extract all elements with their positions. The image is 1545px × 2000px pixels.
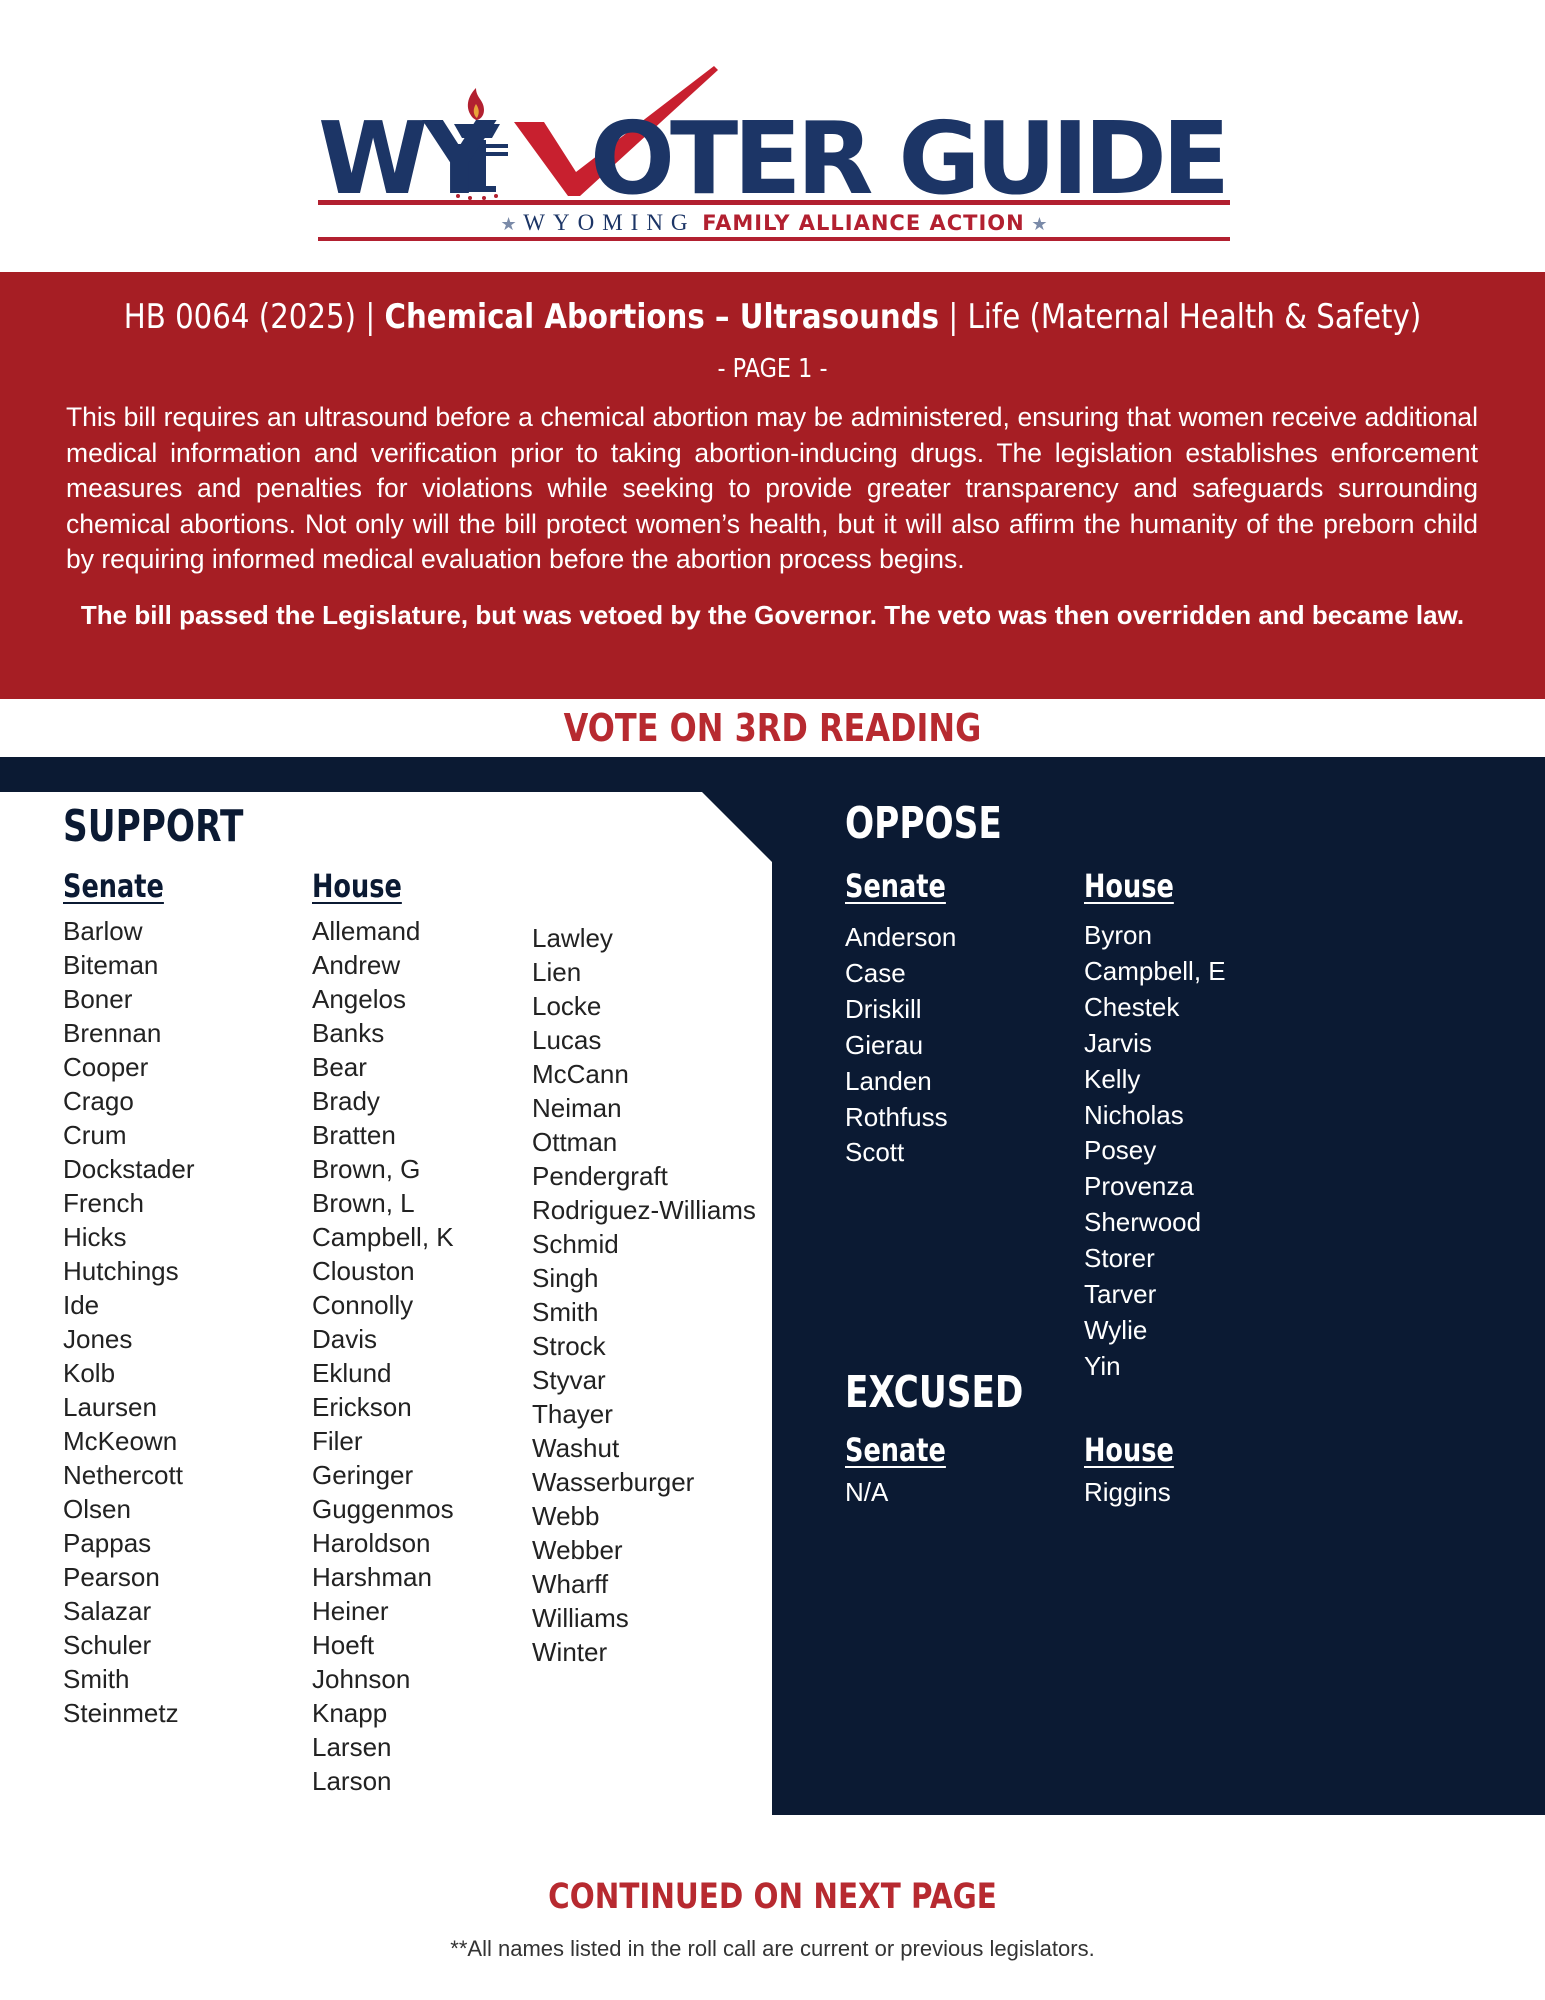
bill-status: The bill passed the Legislature, but was vetoed by the Governor. The veto was then overridden and became law. [80, 600, 1465, 630]
legislator-name: Byron [1084, 920, 1152, 950]
bill-title-line [108, 294, 1437, 340]
legislator-name: Bratten [312, 1120, 396, 1150]
legislator-name: Case [845, 957, 906, 988]
oppose-house-list [1084, 918, 1226, 1385]
legislator-name: Wylie [1084, 1314, 1148, 1345]
legislator-name: Davis [312, 1324, 378, 1354]
star-icon: ★ [500, 214, 517, 234]
legislator-name: French [63, 1188, 144, 1218]
legislator-name: Thayer [532, 1399, 613, 1429]
legislator-name: Campbell, K [312, 1222, 454, 1252]
legislator-name: Pearson [63, 1562, 160, 1592]
bill-title: Chemical Abortions – Ultrasounds [384, 297, 940, 337]
legislator-name: Washut [532, 1433, 620, 1463]
legislator-name: Posey [1084, 1135, 1157, 1166]
page-marker: - PAGE 1 - [717, 354, 828, 384]
legislator-name: Lawley [532, 923, 613, 953]
legislator-name: Webb [532, 1501, 600, 1531]
legislator-name: Tarver [1084, 1279, 1157, 1310]
logo-tagline [458, 208, 1090, 238]
wy-voter-guide-logo [318, 60, 1230, 246]
footnote: **All names listed in the roll call are current or previous legislators. [450, 1936, 1095, 1961]
legislator-name: Larsen [312, 1732, 392, 1762]
legislator-name: Lucas [532, 1025, 602, 1055]
logo-tagline-family-alliance: FAMILY ALLIANCE ACTION [702, 211, 1025, 235]
legislator-name: Riggins [1084, 1477, 1171, 1507]
legislator-name: Barlow [63, 916, 143, 946]
legislator-name: Kelly [1084, 1063, 1141, 1094]
legislator-name: Salazar [63, 1596, 152, 1626]
legislator-name: Winter [532, 1637, 608, 1667]
legislator-name: Boner [63, 984, 133, 1014]
oppose-senate-list [845, 920, 956, 1171]
legislator-name: Larson [312, 1766, 392, 1796]
legislator-name: Connolly [312, 1290, 414, 1320]
legislator-name: Haroldson [312, 1528, 431, 1558]
legislator-name: Driskill [845, 993, 922, 1024]
legislator-name: Laursen [63, 1392, 157, 1422]
legislator-name: Neiman [532, 1093, 622, 1123]
support-house-heading: House [312, 867, 402, 905]
bill-summary-band [0, 272, 1545, 699]
support-senate-list [63, 914, 195, 1730]
legislator-name: Lien [532, 957, 582, 987]
legislator-name: Strock [532, 1331, 606, 1361]
legislator-name: Kolb [63, 1358, 116, 1388]
legislator-name: Locke [532, 991, 602, 1021]
legislator-name: Anderson [845, 922, 957, 952]
legislator-name: Chestek [1084, 991, 1180, 1022]
support-heading: SUPPORT [63, 801, 244, 852]
legislator-name: Andrew [312, 950, 401, 980]
vote-title: VOTE ON 3RD READING [563, 706, 982, 750]
excused-heading: EXCUSED [845, 1367, 1024, 1418]
legislator-name: Bear [312, 1052, 367, 1082]
legislator-name: Dockstader [63, 1154, 195, 1184]
continued-notice: CONTINUED ON NEXT PAGE [548, 1877, 997, 1917]
legislator-name: Clouston [312, 1256, 415, 1286]
legislator-name: Nethercott [63, 1460, 183, 1490]
legislator-name: Ide [63, 1290, 100, 1320]
legislator-name: Steinmetz [63, 1698, 179, 1728]
legislator-name: Hutchings [63, 1256, 179, 1286]
bill-description: This bill requires an ultrasound before a chemical abortion may be administered, ensuring that women receive additional medical information and verification prior to taking abortion-inducing drugs. The legislation establishes enforcement measures and penalties for violations while seeking to provide greater transparency and safeguards surrounding chemical abortions. Not only will the bill protect women’s health, but it will also affirm the humanity of the preborn child by requiring informed medical evaluation before the abortion process begins. [66, 402, 1478, 574]
support-senate-heading: Senate [63, 867, 164, 905]
legislator-name: Pappas [63, 1528, 152, 1558]
legislator-name: Brown, G [312, 1154, 421, 1184]
legislator-name: Rothfuss [845, 1101, 948, 1132]
legislator-name: Brady [312, 1086, 380, 1116]
legislator-name: Smith [63, 1664, 130, 1694]
logo-wordmark-wy: WY [318, 100, 491, 217]
legislator-name: Storer [1084, 1243, 1155, 1274]
logo-wordmark-oter-guide: OTER GUIDE [590, 100, 1226, 217]
legislator-name: Webber [532, 1535, 623, 1565]
legislator-name: Filer [312, 1426, 363, 1456]
bill-category: Life (Maternal Health & Safety) [967, 297, 1422, 337]
excused-senate-list [845, 1475, 888, 1511]
support-house-list-2 [532, 921, 756, 1669]
legislator-name: Provenza [1084, 1171, 1194, 1202]
legislator-name: Williams [532, 1603, 629, 1633]
legislator-name: Eklund [312, 1358, 392, 1388]
legislator-name: Yin [1084, 1350, 1121, 1381]
bill-number: HB 0064 (2025) [123, 297, 357, 337]
legislator-name: Scott [845, 1137, 905, 1168]
legislator-name: McKeown [63, 1426, 178, 1456]
legislator-name: McCann [532, 1059, 629, 1089]
legislator-name: Singh [532, 1263, 599, 1293]
legislator-name: Johnson [312, 1664, 411, 1694]
panel-corner-notch [700, 790, 774, 864]
legislator-name: Knapp [312, 1698, 388, 1728]
legislator-name: Sherwood [1084, 1207, 1202, 1238]
legislator-name: Guggenmos [312, 1494, 454, 1524]
legislator-name: Pendergraft [532, 1161, 668, 1191]
legislator-name: Jarvis [1084, 1027, 1152, 1058]
legislator-name: Ottman [532, 1127, 618, 1157]
excused-house-list [1084, 1475, 1171, 1511]
legislator-name: Harshman [312, 1562, 432, 1592]
logo-tagline-wyoming: WYOMING [523, 210, 696, 235]
legislator-name: Schmid [532, 1229, 619, 1259]
legislator-name: Biteman [63, 950, 159, 980]
legislator-name: Heiner [312, 1596, 389, 1626]
legislator-name: Hoeft [312, 1630, 375, 1660]
legislator-name: Banks [312, 1018, 385, 1048]
legislator-name: Smith [532, 1297, 599, 1327]
support-house-list-1 [312, 914, 454, 1798]
legislator-name: Hicks [63, 1222, 127, 1252]
legislator-name: Rodriguez-Williams [532, 1195, 756, 1225]
legislator-name: Landen [845, 1065, 932, 1096]
oppose-senate-heading: Senate [845, 867, 946, 905]
star-icon: ★ [1031, 214, 1048, 234]
legislator-name: Wasserburger [532, 1467, 695, 1497]
legislator-name: Styvar [532, 1365, 606, 1395]
title-separator: | [948, 297, 959, 337]
legislator-name: Geringer [312, 1460, 414, 1490]
legislator-name: Olsen [63, 1494, 131, 1524]
legislator-name: Crago [63, 1086, 134, 1116]
legislator-name: Wharff [532, 1569, 609, 1599]
title-separator: | [365, 297, 376, 337]
excused-house-heading: House [1084, 1431, 1174, 1469]
legislator-name: Brown, L [312, 1188, 415, 1218]
legislator-name: Jones [63, 1324, 133, 1354]
legislator-name: Angelos [312, 984, 406, 1014]
legislator-name: Erickson [312, 1392, 412, 1422]
legislator-name: Cooper [63, 1052, 149, 1082]
excused-senate-heading: Senate [845, 1431, 946, 1469]
legislator-name: Gierau [845, 1029, 924, 1060]
legislator-name: Schuler [63, 1630, 152, 1660]
legislator-name: Brennan [63, 1018, 162, 1048]
legislator-name: Crum [63, 1120, 127, 1150]
legislator-name: Allemand [312, 916, 421, 946]
oppose-house-heading: House [1084, 867, 1174, 905]
legislator-name: Nicholas [1084, 1099, 1184, 1130]
oppose-heading: OPPOSE [845, 798, 1002, 849]
legislator-name: Campbell, E [1084, 955, 1226, 986]
legislator-name: N/A [845, 1477, 889, 1507]
